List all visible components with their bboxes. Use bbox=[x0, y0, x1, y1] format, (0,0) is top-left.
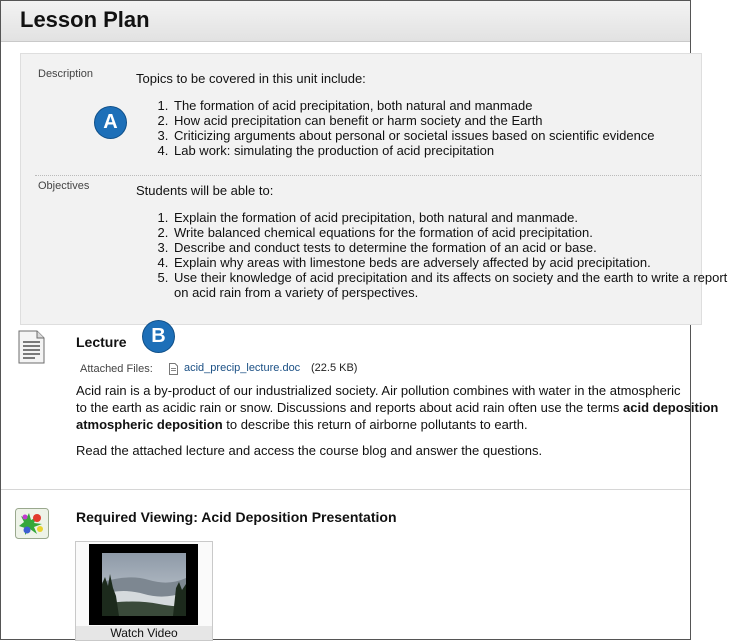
list-item: 2. Write balanced chemical equations for the formation of acid precipitation. bbox=[172, 225, 732, 240]
document-icon bbox=[17, 330, 46, 364]
list-item: 5. Use their knowledge of acid precipitation and its affects on society and the earth to write a report on acid rain from a variety of perspectives. bbox=[172, 270, 732, 300]
list-item: 3. Describe and conduct tests to determine the formation of an acid or base. bbox=[172, 240, 732, 255]
description-label: Description bbox=[38, 68, 94, 80]
lecture-text: to describe this return of airborne pollutants to earth. bbox=[222, 417, 528, 432]
video-thumbnail[interactable] bbox=[75, 541, 213, 641]
list-item: 1. The formation of acid precipitation, both natural and manmade bbox=[172, 98, 655, 113]
video-preview-image bbox=[89, 544, 198, 625]
description-intro: Topics to be covered in this unit include: bbox=[136, 71, 366, 86]
list-item: 2. How acid precipitation can benefit or harm society and the Earth bbox=[172, 113, 655, 128]
page-title: Lesson Plan bbox=[20, 7, 150, 32]
lecture-text-line2 bbox=[76, 399, 719, 416]
attachment-link[interactable]: acid_precip_lecture.doc bbox=[184, 362, 301, 374]
lecture-title[interactable]: Lecture bbox=[76, 334, 127, 350]
file-icon bbox=[169, 363, 178, 375]
lecture-instructions: Read the attached lecture and access the course blog and answer the questions. bbox=[76, 443, 543, 458]
callout-a-badge: A bbox=[95, 107, 126, 138]
list-item: 3. Criticizing arguments about personal or societal issues based on scientific evidence bbox=[172, 128, 655, 143]
attachment-size: (22.5 KB) bbox=[311, 362, 358, 374]
lesson-info-box bbox=[20, 53, 728, 325]
list-item: 4. Lab work: simulating the production of acid precipitation bbox=[172, 143, 655, 158]
topics-list bbox=[136, 98, 655, 158]
objectives-list bbox=[136, 210, 732, 300]
lecture-text-line1: Acid rain is a by-product of our industrialized society. Air pollution combines with water in the atmospheric bbox=[76, 383, 681, 398]
item-separator bbox=[1, 489, 690, 490]
term-atmospheric-deposition: atmospheric deposition bbox=[76, 417, 223, 432]
objectives-label: Objectives bbox=[38, 180, 90, 192]
viewing-title[interactable]: Required Viewing: Acid Deposition Presentation bbox=[76, 509, 397, 525]
objectives-intro: Students will be able to: bbox=[136, 183, 274, 198]
lecture-text-line3 bbox=[76, 416, 716, 433]
attached-files-label: Attached Files: bbox=[80, 363, 153, 375]
section-divider bbox=[35, 175, 701, 176]
lecture-text: to the earth as acidic rain or snow. Discussions and reports about acid rain often use the terms bbox=[76, 400, 624, 415]
callout-b-badge: B bbox=[143, 321, 174, 352]
list-item: 1. Explain the formation of acid precipitation, both natural and manmade. bbox=[172, 210, 732, 225]
term-acid-deposition: acid deposition bbox=[623, 400, 719, 415]
list-item: 4. Explain why areas with limestone beds are adversely affected by acid precipitation. bbox=[172, 255, 732, 270]
watch-video-label[interactable]: Watch Video bbox=[76, 626, 212, 640]
page-header bbox=[1, 1, 690, 42]
media-icon bbox=[15, 508, 49, 539]
